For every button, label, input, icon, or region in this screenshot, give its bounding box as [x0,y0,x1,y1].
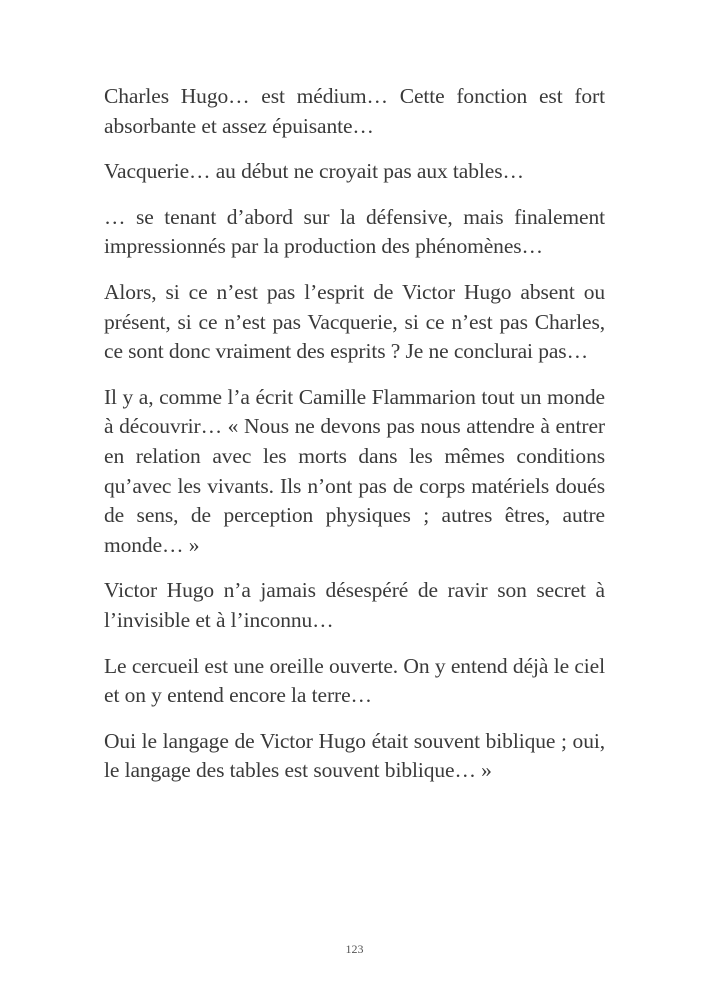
paragraph-5: Il y a, comme l’a écrit Camille Flammarion tout un monde à découvrir… « Nous ne devons pas nous attendre à entrer en relation avec les morts dans les mêmes conditions qu’avec les vivants. Ils n’ont pas de corps matériels doués de sens, de perception physiques ; autres êtres, autre monde… » [104,384,605,557]
paragraph-1: Charles Hugo… est médium… Cette fonction est fort absorbante et assez épuisante… [104,84,605,138]
page-number: 123 [345,942,364,956]
page-body [104,82,605,802]
paragraph-8: Oui le langage de Victor Hugo était souvent biblique ; oui, le langage des tables est souvent biblique… » [104,728,605,783]
paragraph-3: … se tenant d’abord sur la défensive, mais finalement impressionnés par la production des phénomènes… [104,204,605,259]
paragraph-7: Le cercueil est une oreille ouverte. On y entend déjà le ciel et on y entend encore la terre… [104,653,605,708]
paragraph-2: Vacquerie… au début ne croyait pas aux tables… [104,159,524,184]
paragraph-4: Alors, si ce n’est pas l’esprit de Victor Hugo absent ou présent, si ce n’est pas Vacquerie, si ce n’est pas Charles, ce sont donc vraiment des esprits ? Je ne conclurai pas… [104,279,605,364]
paragraph-6: Victor Hugo n’a jamais désespéré de ravir son secret à l’invisible et à l’inconnu… [104,578,605,632]
